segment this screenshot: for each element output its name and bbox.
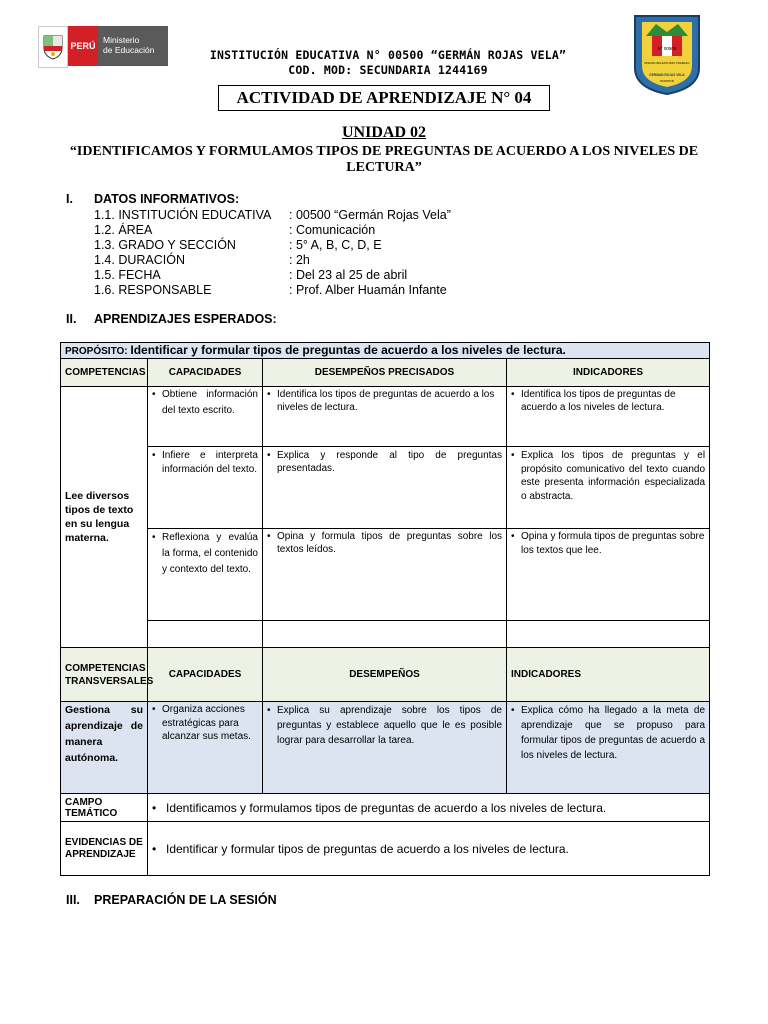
activity-title: ACTIVIDAD DE APRENDIZAJE N° 04: [218, 85, 550, 111]
competence-cell: Lee diversos tipos de texto en su lengua materna.: [61, 387, 148, 648]
empty-cell: [507, 621, 710, 648]
info-row-responsible: 1.6. RESPONSABLE : Prof. Alber Huamán Infante: [94, 283, 447, 297]
campo-label: CAMPO TEMÁTICO: [61, 794, 148, 822]
peru-label: PERÚ: [68, 26, 98, 66]
institution-header: [178, 48, 598, 78]
transversal-competence-cell: Gestiona su aprendizaje de manera autónoma.: [61, 702, 148, 794]
indicator-cell-1: • Identifica los tipos de preguntas de acuerdo a los niveles de lectura.: [507, 387, 710, 447]
purpose-text: Identificar y formular tipos de preguntas de acuerdo a los niveles de lectura.: [130, 343, 566, 357]
code-line: COD. MOD: SECUNDARIA 1244169: [288, 63, 488, 77]
transversal-capacity-cell: • Organiza acciones estratégicas para alcanzar sus metas.: [148, 702, 263, 794]
header-desempenos: DESEMPEÑOS PRECISADOS: [263, 359, 507, 387]
header-capacidades-2: CAPACIDADES: [148, 648, 263, 702]
coat-of-arms-icon: [38, 26, 68, 68]
learning-table: [60, 342, 710, 876]
purpose-row: [61, 343, 710, 359]
transversal-performance-cell: • Explica su aprendizaje sobre los tipos de preguntas y establece aquello que le es posible lograr para desarrollar la tarea.: [263, 702, 507, 794]
header-competencias: COMPETENCIAS: [61, 359, 148, 387]
performance-cell-1: • Identifica los tipos de preguntas de acuerdo a los niveles de lectura.: [263, 387, 507, 447]
campo-text-cell: • Identificamos y formulamos tipos de preguntas de acuerdo a los niveles de lectura.: [148, 794, 710, 822]
session-subtitle: “IDENTIFICAMOS Y FORMULAMOS TIPOS DE PREGUNTAS DE ACUERDO A LOS NIVELES DE LECTURA”: [69, 144, 699, 175]
capacity-cell-2: • Infiere e interpreta información del texto.: [148, 447, 263, 529]
empty-cell: [263, 621, 507, 648]
section-3-heading: III. PREPARACIÓN DE LA SESIÓN: [66, 893, 277, 907]
performance-cell-3: • Opina y formula tipos de preguntas sobre los textos leídos.: [263, 529, 507, 621]
institution-line: INSTITUCIÓN EDUCATIVA N° 00500 “GERMÁN ROJAS VELA”: [209, 48, 567, 62]
header-indicadores-2: INDICADORES: [507, 648, 710, 702]
crest-number-text: N° 00500: [657, 46, 677, 51]
crest-name-text: GERMAN ROJAS VELA: [649, 73, 685, 77]
indicator-cell-2: • Explica los tipos de preguntas y el propósito comunicativo del texto cuando este presenta información especializada o abstracta.: [507, 447, 710, 529]
header-desempenos-2: DESEMPEÑOS: [263, 648, 507, 702]
unit-title: UNIDAD 02: [342, 124, 426, 141]
empty-cell: [148, 621, 263, 648]
evidence-text-cell: • Identificar y formular tipos de preguntas de acuerdo a los niveles de lectura.: [148, 822, 710, 876]
crest-bottom-text: NORITON: [660, 79, 674, 83]
header-capacidades: CAPACIDADES: [148, 359, 263, 387]
evidence-label: EVIDENCIAS DE APRENDIZAJE: [61, 822, 148, 876]
info-row-institution: 1.1. INSTITUCIÓN EDUCATIVA : 00500 “Germán Rojas Vela”: [94, 208, 451, 222]
school-crest-logo: [632, 12, 702, 96]
header-competencias-transversales: COMPETENCIAS TRANSVERSALES: [61, 648, 148, 702]
indicator-cell-3: • Opina y formula tipos de preguntas sobre los textos que lee.: [507, 529, 710, 621]
capacity-cell-3: • Reflexiona y evalúa la forma, el contenido y contexto del texto.: [148, 529, 263, 621]
section-1-heading: I. DATOS INFORMATIVOS:: [66, 192, 240, 206]
transversal-indicator-cell: • Explica cómo ha llegado a la meta de aprendizaje que se propuso para formular tipos de preguntas de acuerdo a los niveles de lectura.: [507, 702, 710, 794]
info-row-area: 1.2. ÁREA : Comunicación: [94, 223, 376, 237]
header-indicadores: INDICADORES: [507, 359, 710, 387]
purpose-label: PROPÓSITO:: [65, 346, 128, 357]
info-row-duration: 1.4. DURACIÓN : 2h: [94, 253, 310, 267]
ministry-label: Ministerio de Educación: [98, 26, 168, 66]
section-2-heading: II. APRENDIZAJES ESPERADOS:: [66, 312, 277, 326]
info-row-grade: 1.3. GRADO Y SECCIÓN : 5° A, B, C, D, E: [94, 238, 382, 252]
info-list: [94, 208, 451, 298]
crest-motto-text: DISCIPLINA ESTUDIO TRABAJO: [644, 61, 690, 65]
info-row-date: 1.5. FECHA : Del 23 al 25 de abril: [94, 268, 408, 282]
capacity-cell-1: • Obtiene información del texto escrito.: [148, 387, 263, 447]
performance-cell-2: • Explica y responde al tipo de preguntas presentadas.: [263, 447, 507, 529]
ministry-logo: [38, 26, 168, 66]
